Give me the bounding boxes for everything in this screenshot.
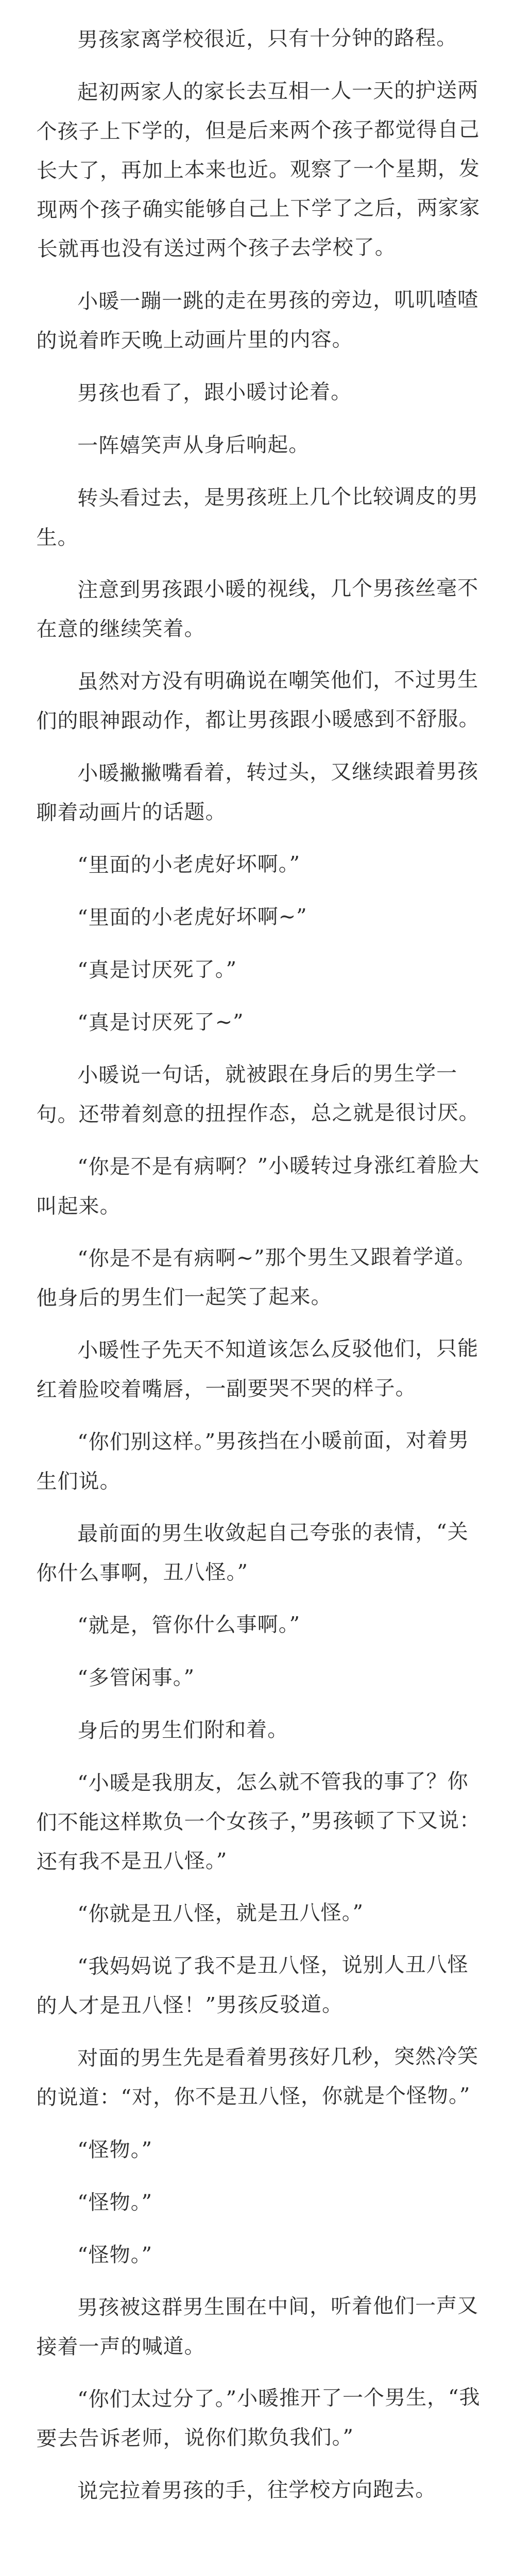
paragraph: “真是讨厌死了~” xyxy=(77,1010,244,1035)
paragraph: “就是，管你什么事啊。” xyxy=(77,1613,301,1638)
paragraph: “怪物。” xyxy=(77,2138,153,2162)
paragraph: 虽然对方没有明确说在嘲笑他们，不过男生们的眼神跟动作，都让男孩跟小暖感到不舒服。 xyxy=(36,668,480,733)
paragraph: “你是不是有病啊？”小暖转过身涨红着脸大叫起来。 xyxy=(36,1153,480,1218)
paragraph: 男孩被这群男生围在中间，听着他们一声又接着一声的喊道。 xyxy=(36,2294,479,2359)
story-text xyxy=(36,21,489,2511)
paragraph: 最前面的男生收敛起自己夸张的表情，“关你什么事啊，丑八怪。” xyxy=(36,1520,469,1585)
paragraph: 小暖说一句话，就被跟在身后的男生学一句。还带着刻意的扭捏作态，总之就是很讨厌。 xyxy=(36,1061,480,1127)
paragraph: “里面的小老虎好坏啊~” xyxy=(77,905,307,930)
paragraph: “我妈妈说了我不是丑八怪，说别人丑八怪的人才是丑八怪！”男孩反驳道。 xyxy=(36,1953,469,2018)
paragraph: 对面的男生先是看着男孩好几秒，突然冷笑的说道：“对，你不是丑八怪，你就是个怪物。” xyxy=(36,2044,479,2110)
paragraph: “里面的小老虎好坏啊。” xyxy=(77,852,301,877)
paragraph: “怪物。” xyxy=(77,2190,153,2215)
paragraph: 男孩也看了，跟小暖讨论着。 xyxy=(77,380,352,405)
paragraph: 注意到男孩跟小暖的视线，几个男孩丝毫不在意的继续笑着。 xyxy=(36,576,479,641)
paragraph: 小暖性子先天不知道该怎么反驳他们，只能红着脸咬着嘴唇，一副要哭不哭的样子。 xyxy=(36,1336,479,1402)
paragraph: 转头看过去，是男孩班上几个比较调皮的男生。 xyxy=(36,484,479,550)
paragraph: “你是不是有病啊~”那个男生又跟着学道。他身后的男生们一起笑了起来。 xyxy=(36,1245,476,1310)
paragraph: 起初两家人的家长去互相一人一天的护送两个孩子上下学的，但是后来两个孩子都觉得自己长大了，再加上本来也近。观察了一个星期，发现两个孩子确实能够自己上下学了之后，两家家长就再也没有送过两个孩子去学校了。 xyxy=(36,78,480,261)
paragraph: “多管闲事。” xyxy=(77,1666,195,1690)
paragraph: “怪物。” xyxy=(77,2243,153,2267)
paragraph: “真是讨厌死了。” xyxy=(77,957,237,982)
paragraph: 小暖撇撇嘴看着，转过头，又继续跟着男孩聊着动画片的话题。 xyxy=(36,759,479,825)
paragraph: “小暖是我朋友，怎么就不管我的事了？你们不能这样欺负一个女孩子，”男孩顿了下又说：还有我不是丑八怪。” xyxy=(36,1769,481,1874)
paragraph: 身后的男生们附和着。 xyxy=(77,1718,289,1743)
paragraph: “你就是丑八怪，就是丑八怪。” xyxy=(77,1901,364,1926)
paragraph: 一阵嬉笑声从身后响起。 xyxy=(77,433,310,458)
paragraph: 小暖一蹦一跳的走在男孩的旁边，叽叽喳喳的说着昨天晚上动画片里的内容。 xyxy=(36,287,479,353)
paragraph: 说完拉着男孩的手，往学校方向跑去。 xyxy=(77,2477,437,2503)
paragraph: “你们太过分了。”小暖推开了一个男生，“我要去告诉老师，说你们欺负我们。” xyxy=(36,2385,480,2451)
paragraph: “你们别这样。”男孩挡在小暖前面，对着男生们说。 xyxy=(36,1428,470,1494)
paragraph: 男孩家离学校很近，只有十分钟的路程。 xyxy=(77,26,458,52)
